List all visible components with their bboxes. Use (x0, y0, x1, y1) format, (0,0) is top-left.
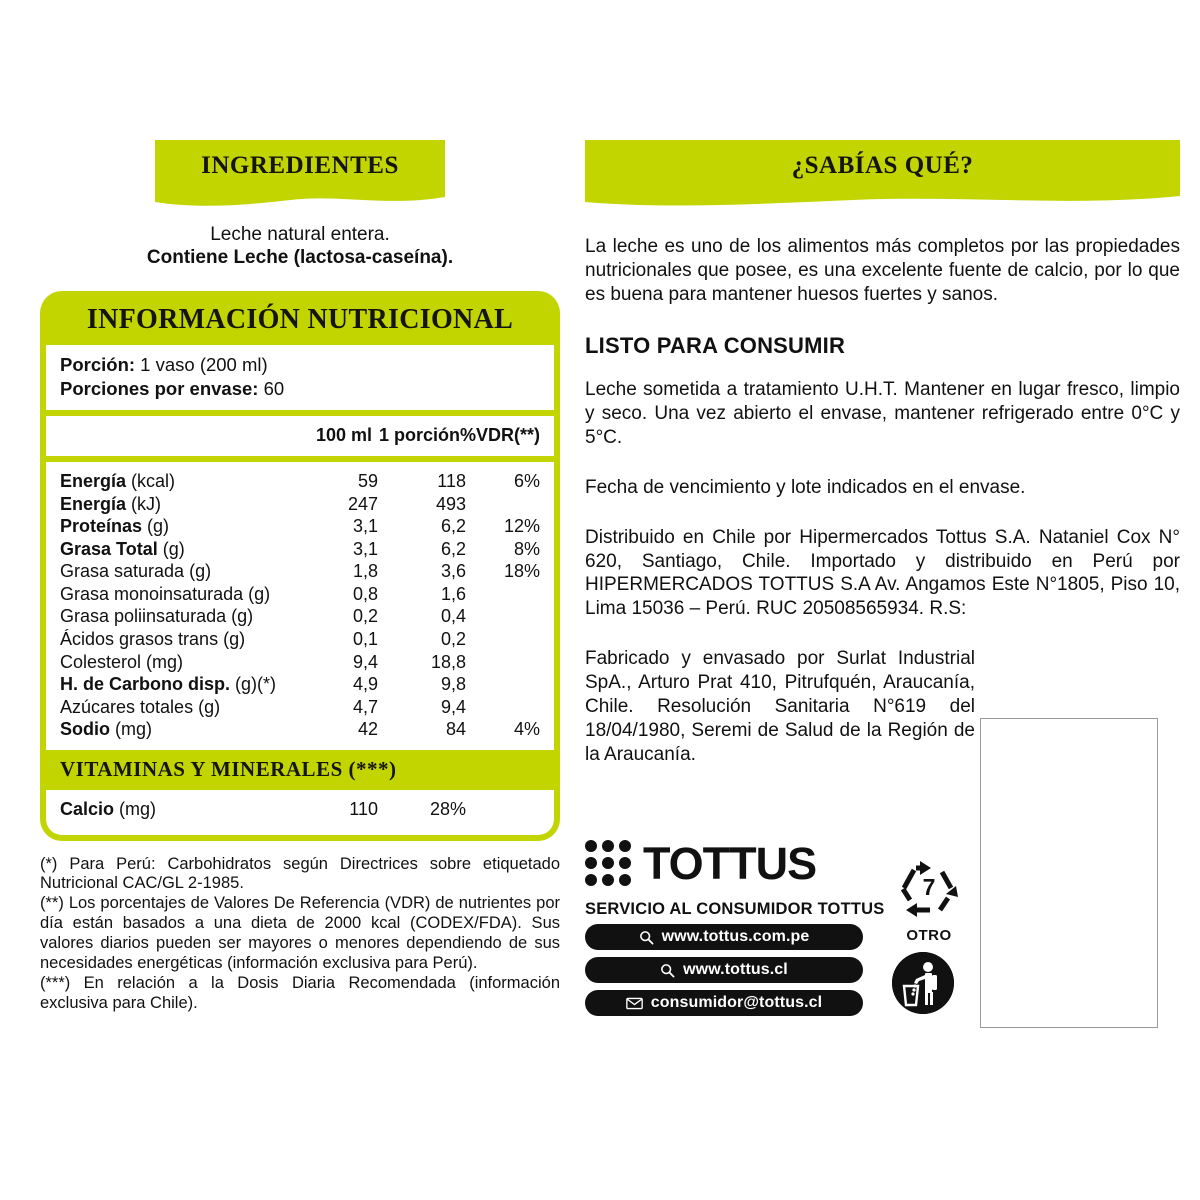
column-header-spacer (60, 424, 294, 447)
serving-value: 1 vaso (200 ml) (140, 354, 268, 376)
nutrient-unit: (g) (243, 583, 271, 604)
nutrient-per100-4: 1,8 (352, 561, 378, 582)
ingredientes-title: INGREDIENTES (201, 152, 399, 179)
nutrient-label: Proteínas (60, 516, 143, 537)
ingredientes-banner-band (155, 140, 445, 194)
nutrient-rows-panel (46, 462, 554, 750)
nutrient-unit: (g)(*) (230, 674, 277, 695)
recycle-label: OTRO (906, 927, 952, 944)
nutrient-label: Grasa monoinsaturada (60, 583, 244, 604)
nutrient-vdr-6 (466, 605, 540, 628)
sabias-que-body: La leche es uno de los alimentos más completos por las propiedades nutricionales que posee, es una excelente fuente de calcio, por lo que es buena para mantener huesos fuertes y sanos. (585, 236, 1180, 305)
nutrient-per100-3: 3,1 (352, 538, 378, 559)
nutrient-label: Energía (60, 471, 127, 492)
nutrient-vdr-7 (466, 628, 540, 651)
nutrient-portion-9: 9,8 (440, 674, 466, 695)
serving-panel (46, 345, 554, 410)
column-header-100ml: 100 ml (315, 425, 372, 446)
nutrient-portion-6: 0,4 (440, 606, 466, 627)
nutrient-unit: (g) (193, 696, 221, 717)
table-row (60, 583, 540, 606)
nutrient-vdr-11: 4% (513, 719, 540, 740)
nutrient-label: Colesterol (60, 651, 142, 672)
vitamin-rows-panel (46, 790, 554, 835)
nutrient-per100-1: 247 (347, 493, 378, 514)
nutrient-label: Azúcares totales (60, 696, 194, 717)
table-row (60, 605, 540, 628)
table-row (60, 560, 540, 583)
ingredients-line-2: Contiene Leche (lactosa-caseína). (146, 247, 454, 269)
service-line: SERVICIO AL CONSUMIDOR TOTTUS (585, 900, 885, 918)
footnotes (40, 855, 560, 1015)
nutrient-vdr-0: 6% (513, 471, 540, 492)
nutrition-table (40, 291, 560, 840)
nutrient-unit: (g) (157, 538, 185, 559)
table-row (60, 493, 540, 516)
nutrient-per100-0: 59 (357, 471, 378, 492)
vitamin-portion-0: 28% (429, 798, 466, 819)
nutrient-portion-3: 6,2 (440, 538, 466, 559)
column-header-panel (46, 416, 554, 456)
nutrient-vdr-4: 18% (503, 561, 540, 582)
nutrient-table (60, 470, 540, 741)
contact-label-email: consumidor@tottus.cl (650, 994, 823, 1011)
table-row (60, 470, 540, 493)
nutrient-unit: (g) (226, 606, 254, 627)
nutrient-per100-10: 4,7 (352, 696, 378, 717)
tottus-dots-icon (585, 840, 631, 886)
ingredients-line-1: Leche natural entera. (210, 224, 390, 245)
nutrient-label: Energía (60, 493, 127, 514)
contact-pill-web-cl[interactable] (585, 957, 863, 983)
nutrient-name-6 (60, 605, 300, 628)
table-row (60, 673, 540, 696)
nutrient-portion-5: 1,6 (440, 583, 466, 604)
nutrient-label: Grasa saturada (60, 561, 185, 582)
recycling-symbol (890, 858, 968, 944)
nutrient-name-10 (60, 696, 300, 719)
contact-pill-email[interactable] (585, 990, 863, 1016)
nutrient-portion-4: 3,6 (440, 561, 466, 582)
nutrient-label: Ácidos grasos trans (60, 629, 219, 650)
nutrient-portion-8: 18,8 (430, 651, 466, 672)
tidyman-icon (892, 952, 954, 1014)
nutrient-portion-11: 84 (445, 719, 466, 740)
table-row (60, 696, 540, 719)
expiry-note: Fecha de vencimiento y lote indicados en el envase. (585, 476, 1026, 498)
nutrient-unit: (mg) (110, 719, 152, 740)
nutrient-per100-8: 9,4 (352, 651, 378, 672)
servings-value: 60 (263, 378, 285, 400)
nutrient-portion-1: 493 (435, 493, 466, 514)
nutrient-name-11 (60, 718, 300, 741)
servings-label: Porciones por envase: (60, 378, 259, 400)
nutrient-vdr-1 (466, 493, 540, 516)
nutrition-table-title: INFORMACIÓN NUTRICIONAL (86, 304, 514, 336)
nutrient-portion-2: 6,2 (440, 516, 466, 537)
sabias-que-title: ¿SABÍAS QUÉ? (791, 152, 974, 179)
nutrient-unit: (mg) (114, 798, 157, 819)
contact-pill-web-pe[interactable] (585, 924, 863, 950)
table-row (60, 538, 540, 561)
banner-wave-shape (155, 193, 445, 209)
nutrient-name-9 (60, 673, 300, 696)
search-icon (639, 930, 654, 945)
vitamins-minerals-header: VITAMINAS Y MINERALES (***) (60, 756, 397, 781)
nutrient-vdr-2: 12% (503, 516, 540, 537)
sabias-banner-band (585, 140, 1180, 194)
serving-size-row (60, 353, 540, 377)
table-row (60, 628, 540, 651)
tottus-wordmark: TOTTUS (643, 837, 817, 889)
table-row (60, 798, 540, 821)
vitamin-vdr-0 (466, 798, 540, 821)
nutrient-label: Grasa poliinsaturada (60, 606, 227, 627)
nutrient-unit: (g) (184, 561, 212, 582)
nutrient-unit: (g) (218, 629, 246, 650)
nutrient-label: Sodio (60, 719, 110, 740)
envelope-icon (626, 997, 643, 1010)
nutrient-name-3 (60, 538, 300, 561)
nutrient-name-4 (60, 560, 300, 583)
recycle-number: 7 (922, 874, 936, 900)
nutrient-name-8 (60, 651, 300, 674)
nutrient-name-2 (60, 515, 300, 538)
nutrient-name-7 (60, 628, 300, 651)
nutrient-unit: (mg) (141, 651, 184, 672)
nutrient-name-5 (60, 583, 300, 606)
footnote-1: (*) Para Perú: Carbohidratos según Directrices sobre etiquetado Nutricional CAC/GL 2-1985. (40, 854, 560, 893)
nutrient-per100-6: 0,2 (352, 606, 378, 627)
column-header-row (60, 424, 540, 447)
contact-pills (585, 924, 863, 1023)
nutrient-unit: (kJ) (126, 493, 162, 514)
banner-wave-shape (585, 193, 1180, 209)
nutrient-label: Calcio (60, 798, 115, 819)
table-row (60, 651, 540, 674)
nutrient-portion-0: 118 (437, 471, 466, 492)
nutrient-name-1 (60, 493, 300, 516)
nutrient-label: Grasa Total (60, 538, 158, 559)
column-header-table (60, 424, 540, 447)
nutrient-unit: (g) (142, 516, 170, 537)
vitamin-per100-0: 110 (349, 798, 378, 819)
servings-per-container-row (60, 377, 540, 401)
nutrient-unit: (kcal) (126, 471, 176, 492)
listo-para-consumir-title: LISTO PARA CONSUMIR (585, 332, 846, 358)
footnote-3: (***) En relación a la Dosis Diaria Recomendada (información exclusiva para Chile). (40, 974, 560, 1013)
left-column (40, 140, 560, 1014)
sabias-que-banner (585, 140, 1180, 209)
right-column (585, 140, 1180, 767)
nutrient-vdr-9 (466, 673, 540, 696)
contact-label-web-pe: www.tottus.com.pe (661, 928, 810, 945)
ingredients-text (40, 223, 560, 269)
manufacturer-info: Fabricado y envasado por Surlat Industrial SpA., Arturo Prat 410, Pitrufquén, Araucanía, Chile. Resolución Sanitaria N°619 del 18/04/1980, Seremi de Salud de la Región de la Araucanía. (585, 648, 975, 766)
footer-zone (585, 837, 1185, 1070)
contact-label-web-cl: www.tottus.cl (683, 961, 788, 978)
vitamin-name-0 (60, 798, 300, 821)
ingredientes-banner (155, 140, 445, 209)
nutrient-per100-9: 4,9 (352, 674, 378, 695)
serving-label: Porción: (60, 354, 136, 376)
distribution-info: Distribuido en Chile por Hipermercados Tottus S.A. Nataniel Cox N° 620, Santiago, Chile. Importado y distribuido en Perú por HIPERMERCADOS TOTTUS S.A Av. Angamos Este N°1805, Piso 10, Lima 15036 – Perú. RUC 20508565934. R.S: (585, 526, 1180, 620)
nutrient-per100-5: 0,8 (352, 583, 378, 604)
footnote-2: (**) Los porcentajes de Valores De Referencia (VDR) de nutrientes por día están basados a una dieta de 2000 kcal (CODEX/FDA). Sus valores diarios pueden ser mayores o menores dependiendo de sus necesidades energéticas (información exclusiva para Perú). (40, 894, 560, 973)
nutrient-vdr-5 (466, 583, 540, 606)
nutrient-portion-7: 0,2 (440, 629, 466, 650)
nutrient-portion-10: 9,4 (440, 696, 466, 717)
nutrient-per100-11: 42 (357, 719, 378, 740)
nutrient-per100-7: 0,1 (352, 629, 378, 650)
column-header-vdr: %VDR(**) (459, 425, 540, 446)
table-row (60, 515, 540, 538)
nutrient-vdr-10 (466, 696, 540, 719)
tidyman-glyph (892, 952, 954, 1014)
nutrient-vdr-3: 8% (513, 538, 540, 559)
table-row (60, 718, 540, 741)
nutrient-name-0 (60, 470, 300, 493)
tottus-logo (585, 837, 817, 889)
column-header-portion: 1 porción (378, 425, 460, 446)
vitamin-table (60, 798, 540, 821)
nutrient-per100-2: 3,1 (352, 516, 378, 537)
listo-para-consumir-body: Leche sometida a tratamiento U.H.T. Mantener en lugar fresco, limpio y seco. Una vez abierto el envase, mantener refrigerado entre 0°C y 5°C. (585, 378, 1180, 448)
search-icon (660, 963, 675, 978)
blank-placeholder-box (980, 718, 1158, 1028)
nutrient-vdr-8 (466, 651, 540, 674)
nutrient-label: H. de Carbono disp. (60, 674, 231, 695)
